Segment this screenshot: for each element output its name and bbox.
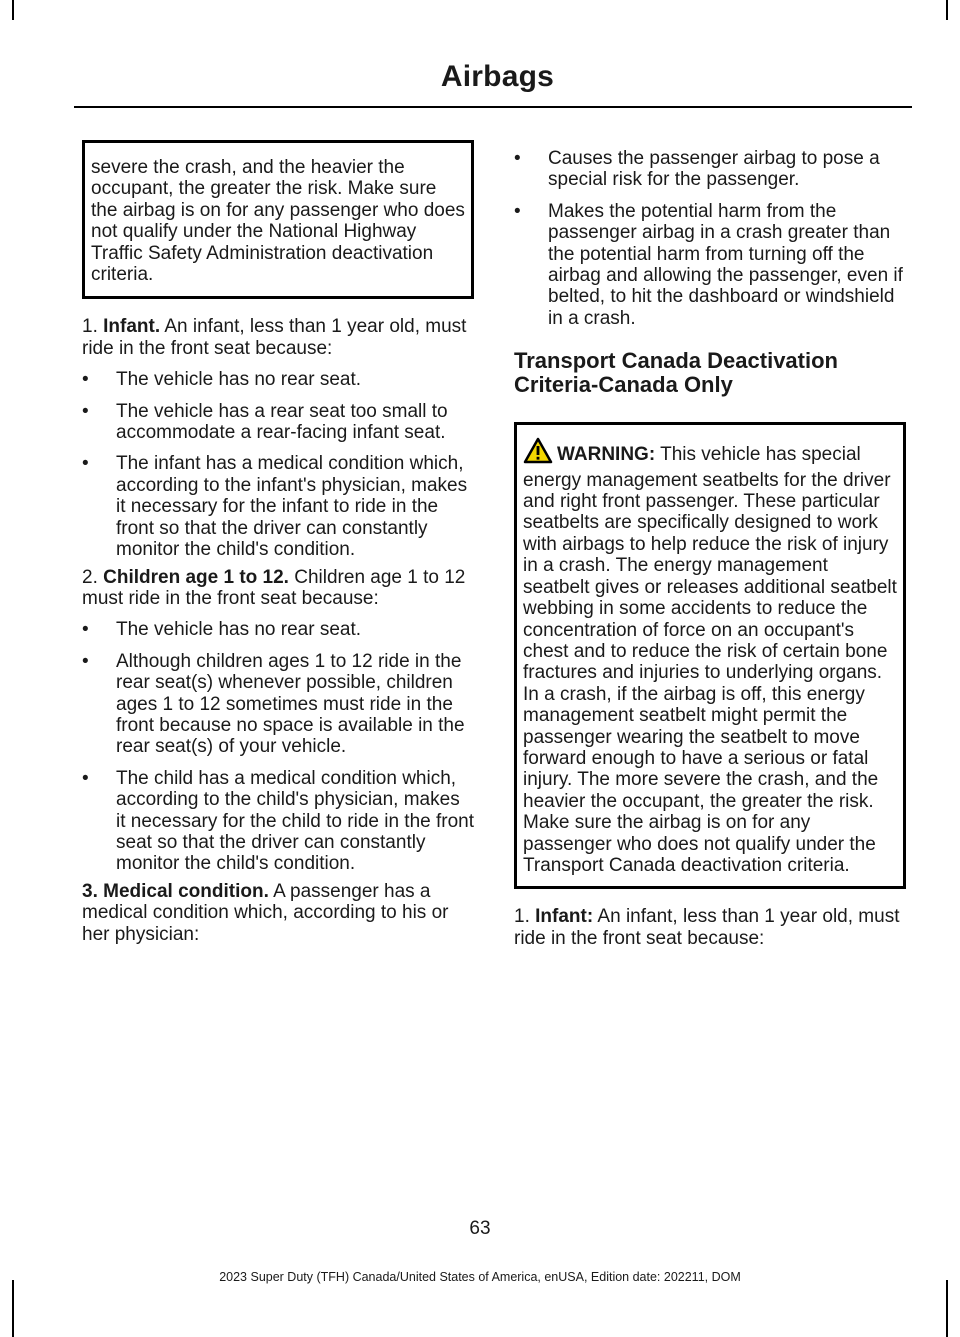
bullet-icon: • xyxy=(514,200,521,222)
medical-bullet-list xyxy=(514,148,906,329)
warning-box xyxy=(514,422,906,889)
list-item: • The child has a medical condition which, according to the child's physician, makes it necessary for the child to ride in the front seat so that the driver can constantly monitor the child's condition. xyxy=(82,767,475,875)
warning-triangle-icon xyxy=(523,437,553,469)
item-medical: 3. Medical condition. A passenger has a medical condition which, according to his or her physician: xyxy=(82,880,449,945)
bullet-icon: • xyxy=(82,453,89,475)
bullet-icon: • xyxy=(82,369,89,391)
crop-mark-bottom-right xyxy=(946,1280,948,1337)
continued-warning-box xyxy=(82,140,474,299)
crop-mark-bottom-left xyxy=(12,1280,14,1337)
infant-bullet-list xyxy=(82,369,474,560)
footer-edition: 2023 Super Duty (TFH) Canada/United States of America, enUSA, Edition date: 202211, DOM xyxy=(219,1270,741,1284)
section-heading: Transport Canada Deactivation Criteria-Canada Only xyxy=(514,348,838,398)
bullet-icon: • xyxy=(82,767,89,789)
children-bullet-list xyxy=(82,619,474,874)
crop-mark-top-left xyxy=(12,0,14,20)
list-item: • The vehicle has a rear seat too small to accommodate a rear-facing infant seat. xyxy=(82,400,448,444)
item-infant: 1. Infant. An infant, less than 1 year old, must ride in the front seat because: xyxy=(82,316,467,359)
list-item: • The vehicle has no rear seat. xyxy=(82,619,362,641)
item-infant-label: Infant. xyxy=(103,316,161,338)
item-children: 2. Children age 1 to 12. Children age 1 to 12 must ride in the front seat because: xyxy=(82,566,466,609)
warning-label: WARNING: xyxy=(557,444,656,466)
item-infant-canada-label: Infant: xyxy=(535,906,594,928)
list-item: • Makes the potential harm from the passenger airbag in a crash greater than the potential harm from turning off the airbag and allowing the passenger, even if belted, to hit the dashboard or windshield in a crash. xyxy=(514,200,903,329)
bullet-icon: • xyxy=(82,400,89,422)
bullet-icon: • xyxy=(82,619,89,641)
warning-text: WARNING: This vehicle has special energy management seatbelts for the driver and right front passenger. These particular seatbelts are specifically designed to work with airbags to help reduce the risk of injury in a crash. The energy management seatbelt gives or releases additional seatbelt webbing in some accidents to reduce the concentration of force on an occupant's chest and to reduce the risk of certain bone fractures and injuries to underlying organs. In a crash, if the airbag is off, this energy management seatbelt might permit the passenger wearing the seatbelt to move forward enough to have a serious or fatal injury. The more severe the crash, and the heavier the occupant, the greater the risk. Make sure the airbag is on for any passenger who does not qualify under the Transport Canada deactivation criteria. xyxy=(523,437,897,876)
crop-mark-top-right xyxy=(946,0,948,20)
item-infant-canada: 1. Infant: An infant, less than 1 year old, must ride in the front seat because: xyxy=(514,906,900,949)
list-item: • The infant has a medical condition which, according to the infant's physician, makes it necessary for the infant to ride in the front so that the driver can constantly monitor the child's condition. xyxy=(82,453,468,561)
item-medical-label: 3. Medical condition. xyxy=(82,880,269,902)
list-item: • Causes the passenger airbag to pose a special risk for the passenger. xyxy=(514,148,880,191)
left-column xyxy=(82,140,474,945)
list-item: • The vehicle has no rear seat. xyxy=(82,369,362,391)
list-item: • Although children ages 1 to 12 ride in the rear seat(s) whenever possible, children ages 1 to 12 sometimes must ride in the front because no space is available in the rear seat(s) of your vehicle. xyxy=(82,650,465,758)
continued-warning-text: severe the crash, and the heavier the occupant, the greater the risk. Make sure the airbag is on for any passenger who does not qualify under the National Highway Traffic Safety Administration deactivation criteria. xyxy=(91,157,465,286)
header-rule xyxy=(74,106,912,108)
page-number: 63 xyxy=(469,1218,491,1239)
right-column xyxy=(514,148,906,949)
bullet-icon: • xyxy=(82,650,89,672)
page-title: Airbags xyxy=(440,60,554,93)
item-children-label: Children age 1 to 12. xyxy=(103,566,289,588)
bullet-icon: • xyxy=(514,148,521,169)
